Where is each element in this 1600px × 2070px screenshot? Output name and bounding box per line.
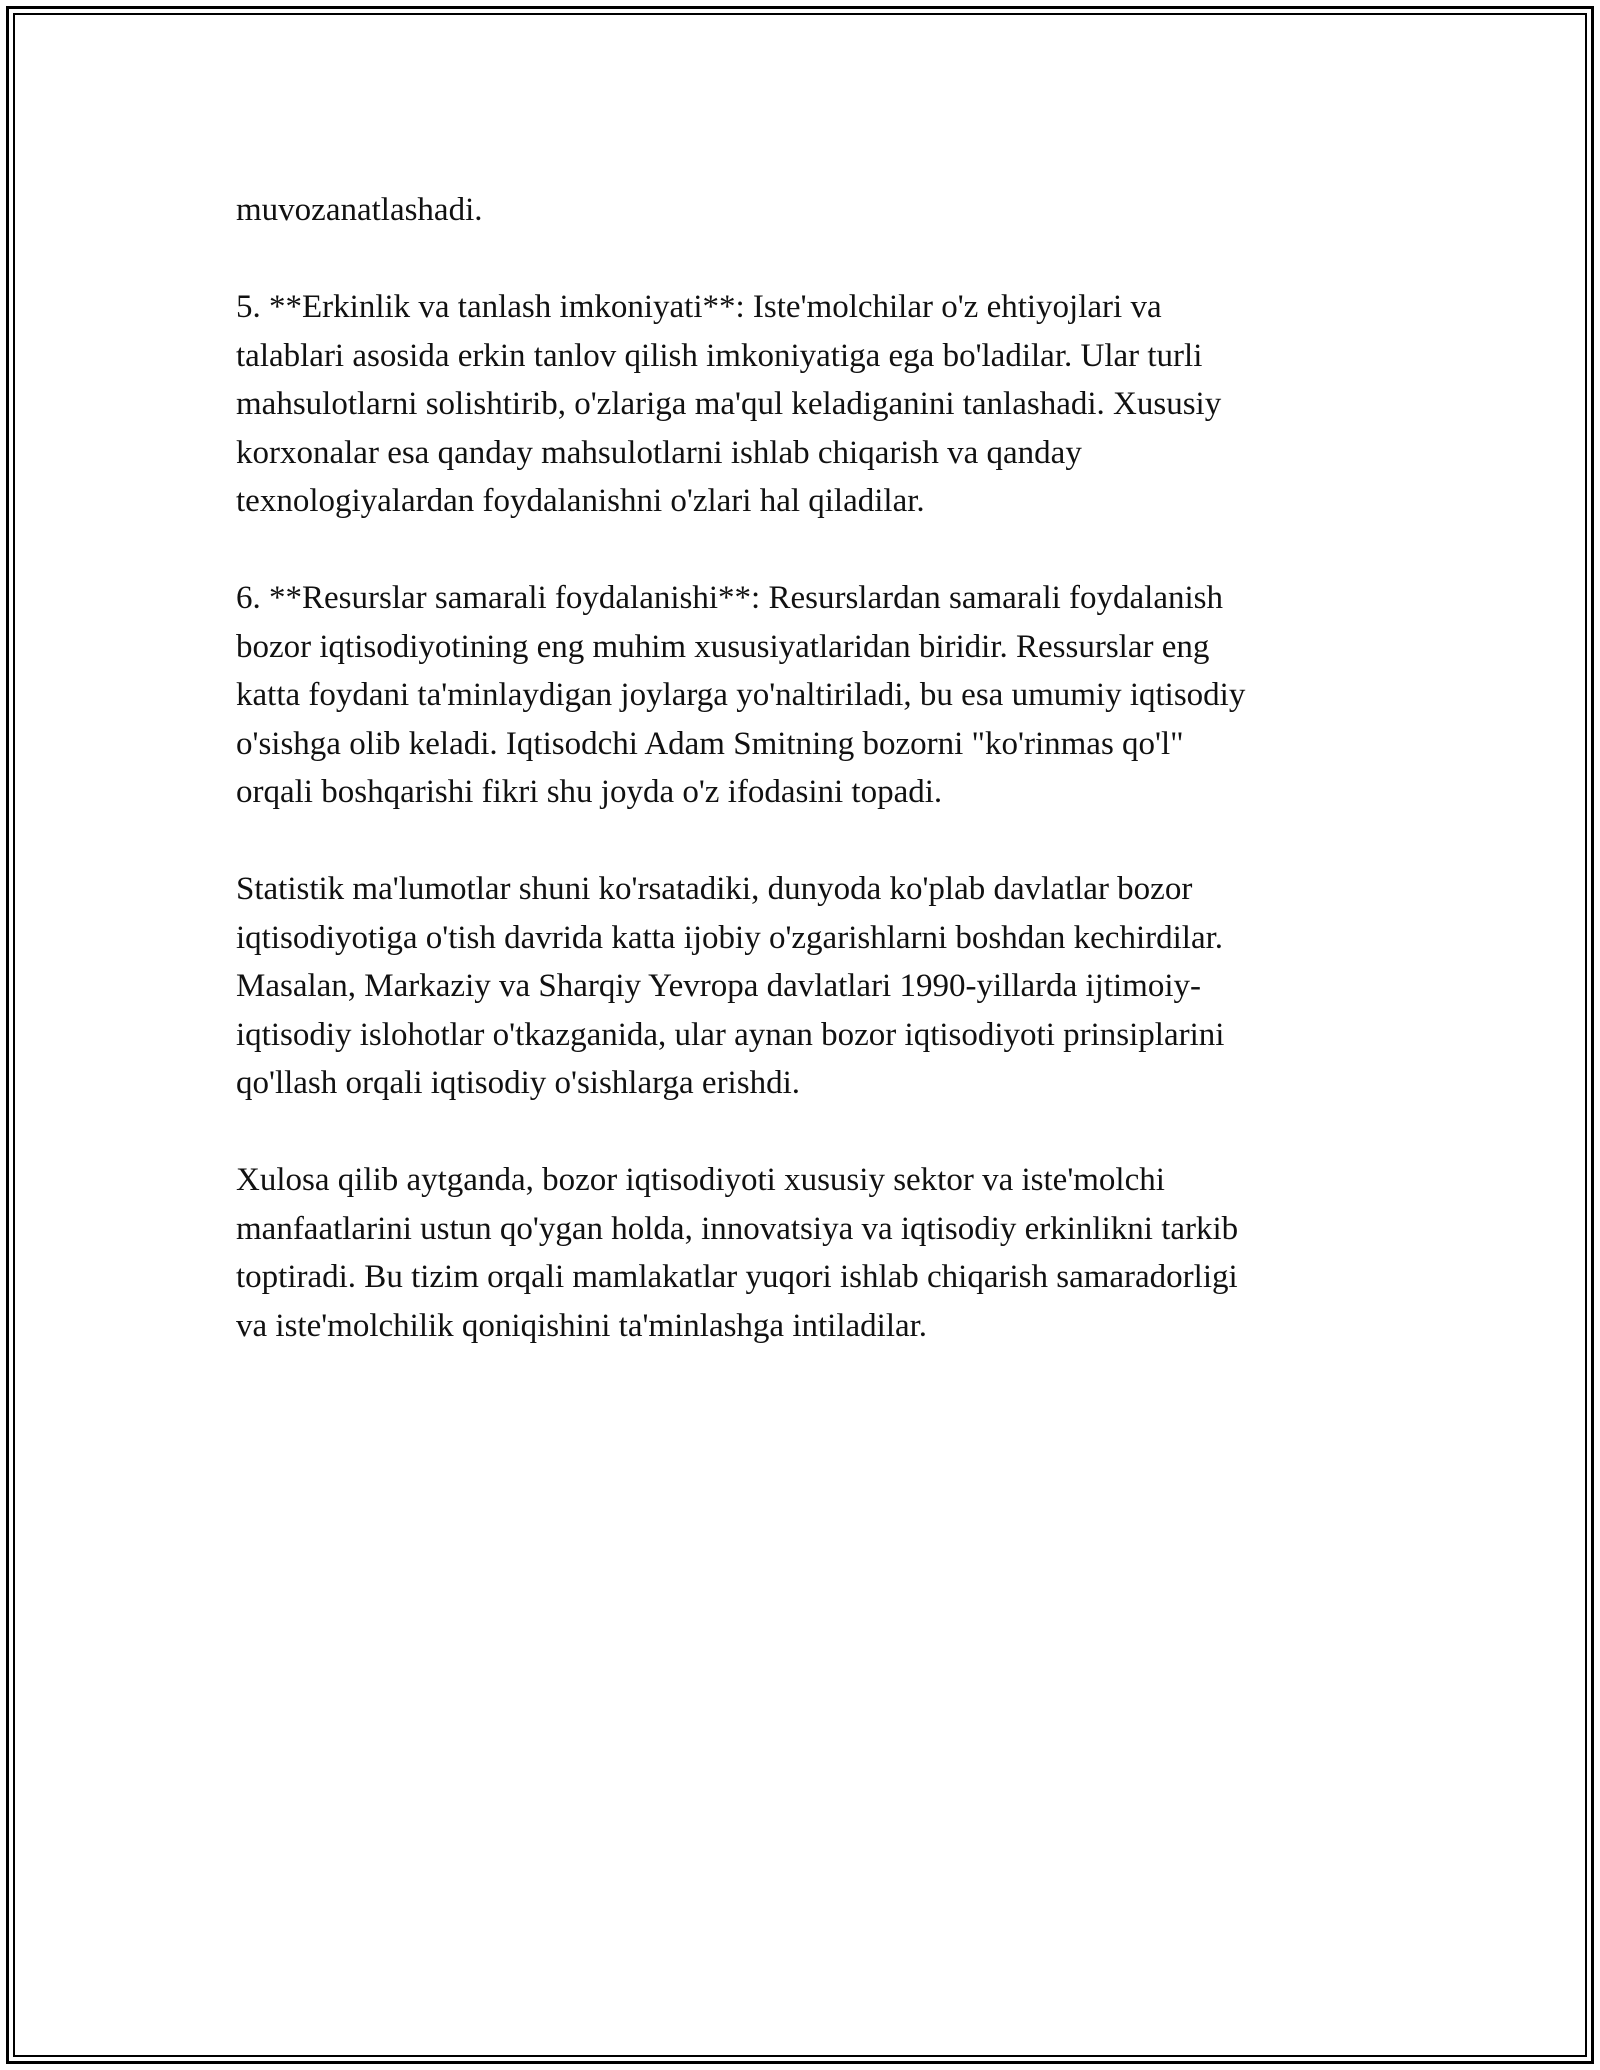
paragraph-point-5: 5. **Erkinlik va tanlash imkoniyati**: Iste'molchilar o'z ehtiyojlari va talablari asosida erkin tanlov qilish imkoniyatiga ega bo'ladilar. Ular turli mahsulotlarni solishtirib, o'zlariga ma'qul keladiganini tanlashadi. Xususiy korxonalar esa qanday mahsulotlarni ishlab chiqarish va qanday texnologiyalardan foydalanishni o'zlari hal qiladilar. bbox=[236, 289, 1222, 519]
document-body bbox=[236, 186, 1386, 1399]
paragraph-statistics: Statistik ma'lumotlar shuni ko'rsatadiki, dunyoda ko'plab davlatlar bozor iqtisodiyotiga o'tish davrida katta ijobiy o'zgarishlarni boshdan kechirdilar. Masalan, Markaziy va Sharqiy Yevropa davlatlari 1990-yillarda ijtimoiy- iqtisodiy islohotlar o'tkazganida, ular aynan bozor iqtisodiyoti prinsiplarini qo'llash orqali iqtisodiy o'sishlarga erishdi. bbox=[236, 871, 1225, 1101]
paragraph-continuation: muvozanatlashadi. bbox=[236, 192, 483, 228]
paragraph-conclusion: Xulosa qilib aytganda, bozor iqtisodiyoti xususiy sektor va iste'molchi manfaatlarini ustun qo'ygan holda, innovatsiya va iqtisodiy erkinlikni tarkib toptiradi. Bu tizim orqali mamlakatlar yuqori ishlab chiqarish samaradorligi va iste'molchilik qoniqishini ta'minlashga intiladilar. bbox=[236, 1162, 1239, 1344]
paragraph-point-6: 6. **Resurslar samarali foydalanishi**: Resurslardan samarali foydalanish bozor iqtisodiyotining eng muhim xususiyatlaridan biridir. Ressurslar eng katta foydani ta'minlaydigan joylarga yo'naltiriladi, bu esa umumiy iqtisodiy o'sishga olib keladi. Iqtisodchi Adam Smitning bozorni "ko'rinmas qo'l" orqali boshqarishi fikri shu joyda o'z ifodasini topadi. bbox=[236, 580, 1246, 810]
